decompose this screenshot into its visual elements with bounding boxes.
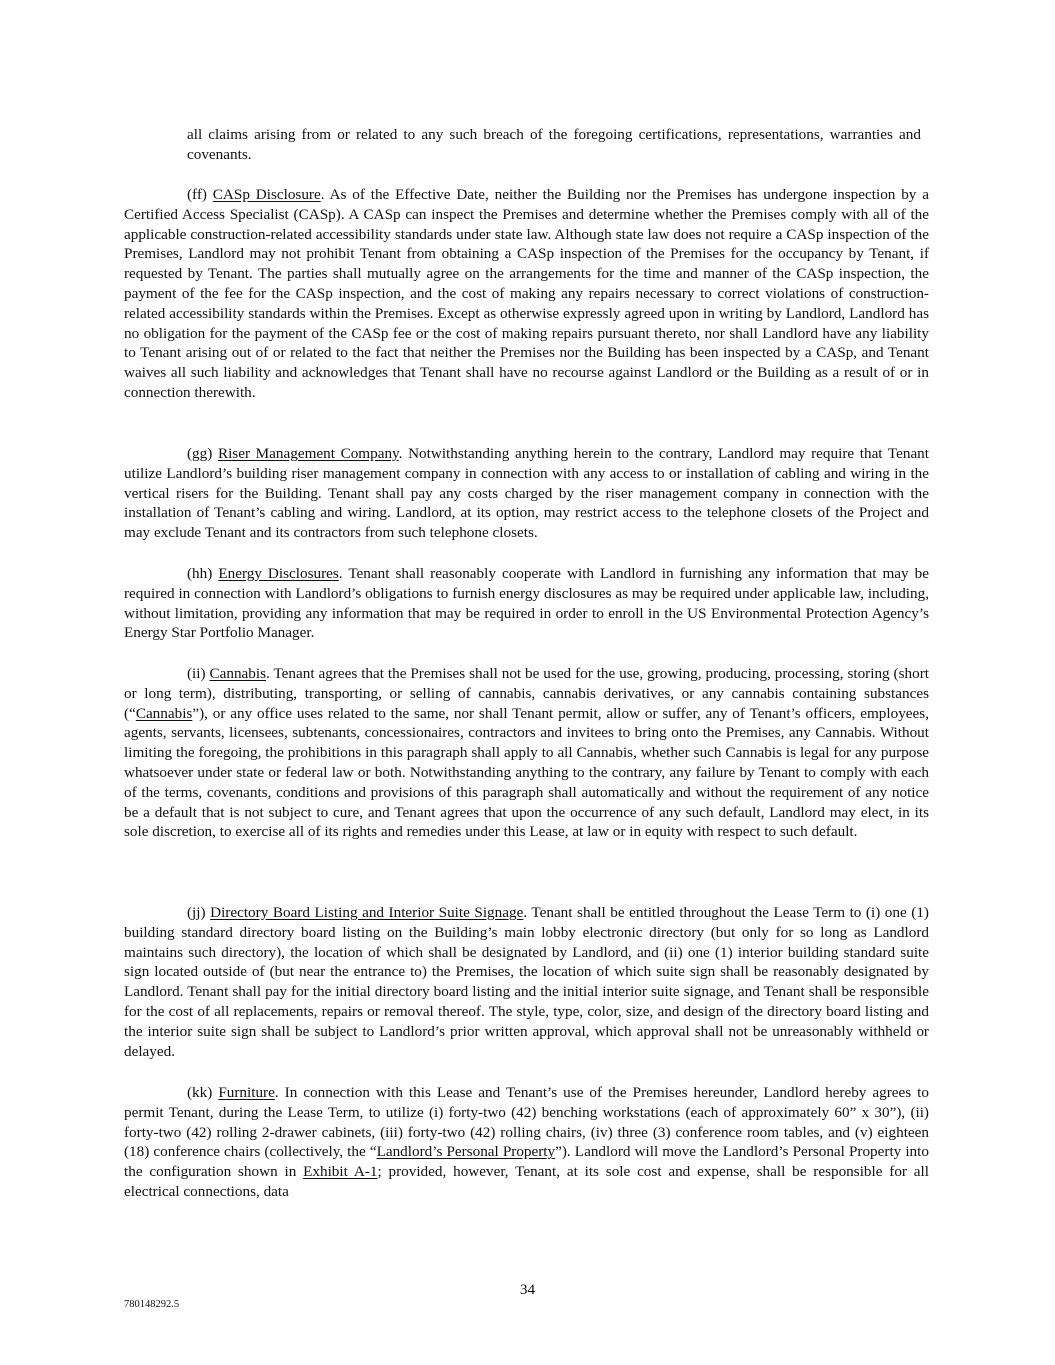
- intro-text: all claims arising from or related to any such breach of the foregoing certifications, representations, warranties and covenants.: [187, 126, 921, 163]
- intro-paragraph: [187, 125, 921, 165]
- section-kk-exhibit-reference: Exhibit A-1: [303, 1163, 378, 1181]
- section-ff-heading: CASp Disclosure: [212, 186, 321, 203]
- section-kk-heading: Furniture: [218, 1084, 275, 1101]
- section-jj-body: . Tenant shall be entitled throughout the Lease Term to (i) one (1) building standard directory board listing on the Building’s main lobby electronic directory (but only for so long as Landlord maintains such directory), the location of which shall be designated by Landlord, and (ii) one (1) interior building standard suite sign located outside of (but near the entrance to) the Premises, the location of which suite sign shall be reasonably designated by Landlord. Tenant shall pay for the initial directory board listing and the initial interior suite signage, and Tenant shall be responsible for the cost of all replacements, repairs or removal thereof. The style, type, color, size, and design of the directory board listing and the interior suite sign shall be subject to Landlord’s prior written approval, which approval shall not be unreasonably withheld or delayed.: [124, 904, 929, 1060]
- section-ii-body-1: . Tenant agrees that the Premises shall not be used for the use, growing, producing, processing, storing (short or long term), distributing, transporting, or selling of cannabis, cannabis derivatives, or any cannabis containing substances (“: [124, 665, 929, 722]
- section-ff-body: . As of the Effective Date, neither the Building nor the Premises has undergone inspection by a Certified Access Specialist (CASp). A CASp can inspect the Premises and determine whether the Premises comply with all of the applicable construction-related accessibility standards under state law. Although state law does not require a CASp inspection of the Premises, Landlord may not prohibit Tenant from obtaining a CASp inspection of the Premises for the occupancy by Tenant, if requested by Tenant. The parties shall mutually agree on the arrangements for the time and manner of the CASp inspection, the payment of the fee for the CASp inspection, and the cost of making any repairs necessary to correct violations of construction-related accessibility standards within the Premises. Except as otherwise expressly agreed upon in writing by Landlord, Landlord has no obligation for the payment of the CASp fee or the cost of making repairs pursuant thereto, nor shall Landlord have any liability to Tenant arising out of or related to the fact that neither the Premises nor the Building has been inspected by a CASp, and Tenant waives all such liability and acknowledges that Tenant shall have no recourse against Landlord or the Building as a result of or in connection therewith.: [124, 186, 929, 401]
- section-ii-paragraph: [124, 664, 929, 842]
- section-kk-defined-term: Landlord’s Personal Property: [376, 1143, 556, 1161]
- section-hh-paragraph: [124, 564, 929, 643]
- section-gg-label: (gg): [187, 445, 218, 462]
- section-kk-paragraph: [124, 1083, 929, 1202]
- section-jj-label: (jj): [187, 904, 211, 921]
- section-kk-body-1: . In connection with this Lease and Tenant’s use of the Premises hereunder, Landlord hereby agrees to permit Tenant, during the Lease Term, to utilize (i) forty-two (42) benching workstations (each of approximately 60” x 30”), (ii) forty-two (42) rolling 2-drawer cabinets, (iii) forty-two (42) rolling chairs, (iv) three (3) conference room tables, and (v) eighteen (18) conference chairs (collectively, the “: [124, 1084, 929, 1161]
- section-ii-body-2: ”), or any office uses related to the same, nor shall Tenant permit, allow or suffer, any of Tenant’s officers, employees, agents, servants, licensees, subtenants, concessionaires, contractors and invitees to bring onto the Premises, any Cannabis. Without limiting the foregoing, the prohibitions in this paragraph shall apply to all Cannabis, whether such Cannabis is legal for any purpose whatsoever under state or federal law or both. Notwithstanding anything to the contrary, any failure by Tenant to comply with each of the terms, covenants, conditions and provisions of this paragraph shall automatically and without the requirement of any notice be a default that is not subject to cure, and Tenant agrees that upon the occurrence of any such default, Landlord may elect, in its sole discretion, to exercise all of its rights and remedies under this Lease, at law or in equity with respect to such default.: [124, 704, 929, 841]
- page-number: 34: [519, 1281, 536, 1298]
- section-kk-body-2: ”). Landlord will move the Landlord’s Personal Property into the configuration shown in: [124, 1143, 929, 1181]
- section-ii-heading: Cannabis: [209, 665, 267, 682]
- section-kk-label: (kk): [187, 1084, 219, 1101]
- section-kk-body-3: ; provided, however, Tenant, at its sole cost and expense, shall be responsible for all electrical connections, data: [124, 1163, 929, 1200]
- section-ii-label: (ii): [187, 665, 210, 682]
- section-ff-label: (ff): [187, 186, 213, 203]
- section-gg-heading: Riser Management Company: [217, 445, 399, 462]
- section-gg-paragraph: [124, 444, 929, 543]
- section-ii-defined-term: Cannabis: [135, 704, 193, 722]
- section-gg-body: . Notwithstanding anything herein to the contrary, Landlord may require that Tenant utilize Landlord’s building riser management company in connection with any access to or installation of cabling and wiring in the vertical risers for the Building. Tenant shall pay any costs charged by the riser management company in connection with the installation of Tenant’s cabling and wiring. Landlord, at its option, may restrict access to the telephone closets of the Project and may exclude Tenant and its contractors from such telephone closets.: [124, 445, 929, 542]
- document-id: 780148292.5: [124, 1299, 180, 1310]
- section-jj-heading: Directory Board Listing and Interior Suite Signage: [210, 904, 524, 921]
- section-jj-paragraph: [124, 903, 929, 1061]
- section-hh-heading: Energy Disclosures: [218, 565, 339, 582]
- section-ff-paragraph: [124, 185, 929, 403]
- section-hh-label: (hh): [187, 565, 219, 582]
- section-hh-body: . Tenant shall reasonably cooperate with Landlord in furnishing any information that may be required in connection with Landlord’s obligations to furnish energy disclosures as may be required under applicable law, including, without limitation, providing any information that may be required in order to enroll in the US Environmental Protection Agency’s Energy Star Portfolio Manager.: [124, 565, 929, 642]
